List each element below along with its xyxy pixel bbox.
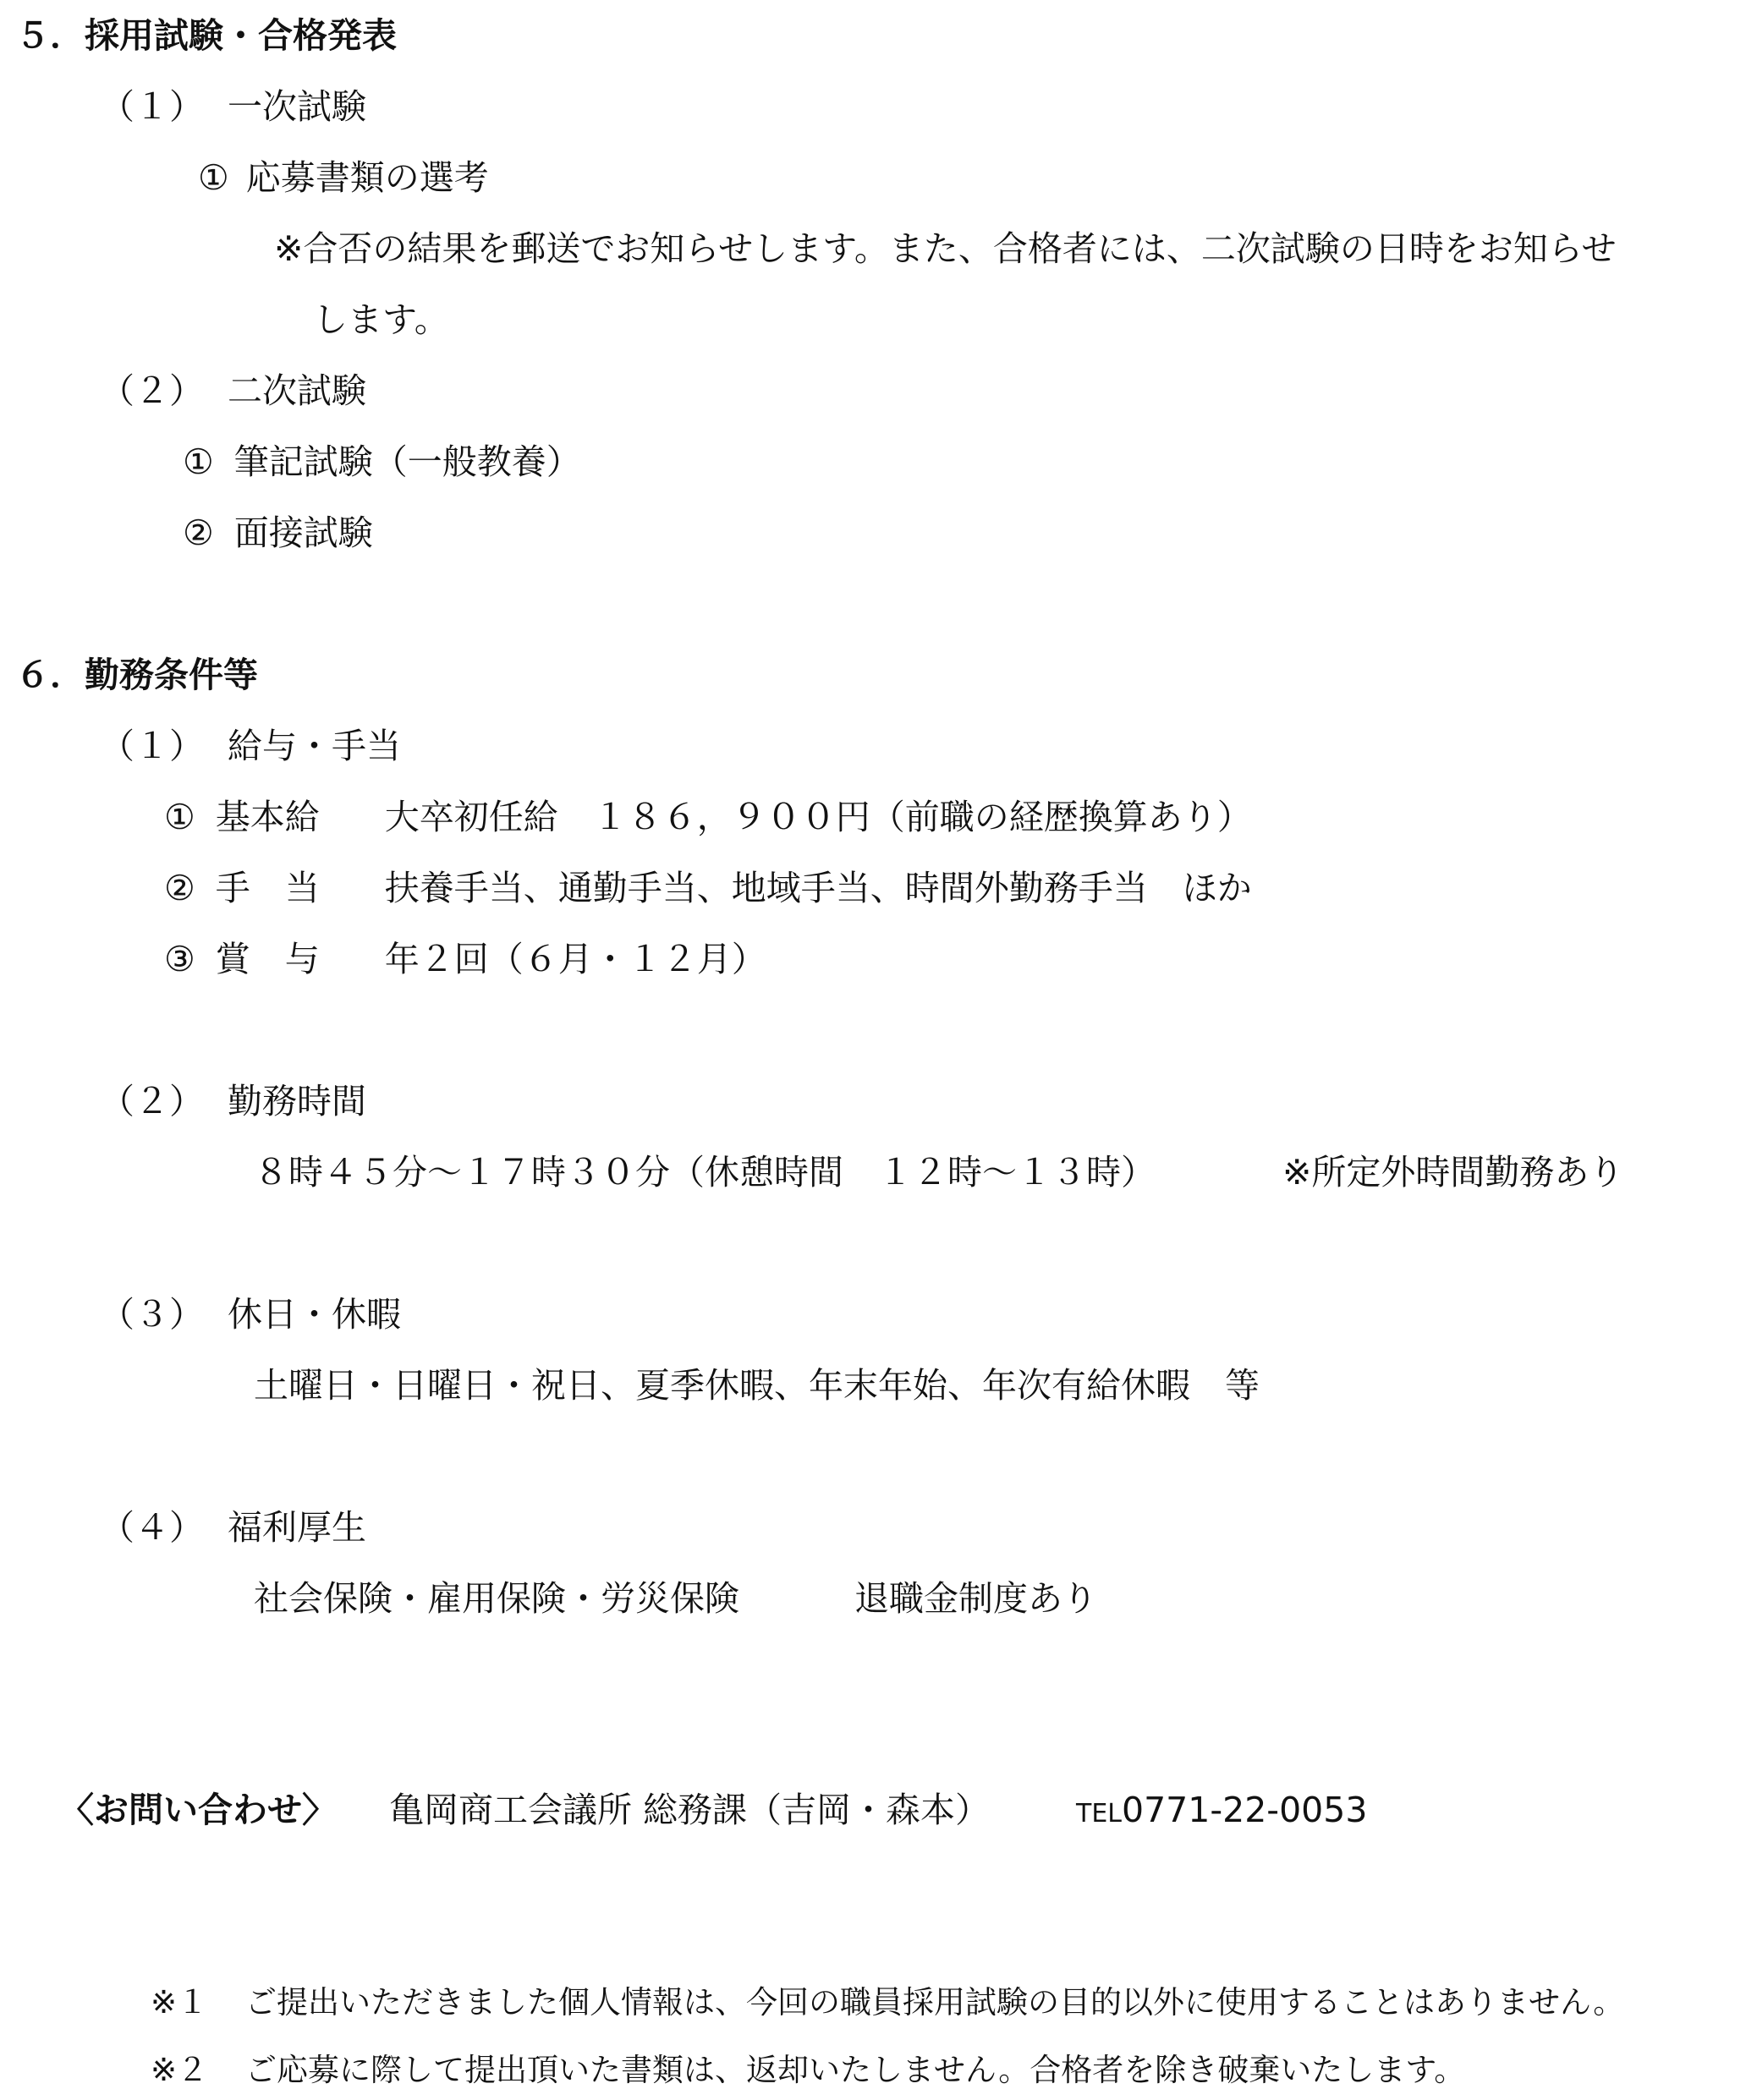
section5-note-line1: ※合否の結果を郵送でお知らせします。また、合格者には、二次試験の日時をお知らせ: [274, 228, 1617, 269]
footnote-2: [151, 2045, 1465, 2096]
section5-heading: ５．採用試験・合格発表: [15, 15, 397, 56]
item-title: 給与・手当: [228, 726, 401, 766]
item-title: 二次試験: [228, 370, 366, 411]
circled-number: ②: [183, 513, 214, 553]
salary-row-value: 年２回（６月・１２月）: [384, 939, 766, 979]
salary-row-value: 扶養手当、通勤手当、地域手当、時間外勤務手当 ほか: [384, 868, 1252, 908]
item-title: 一次試験: [228, 86, 366, 127]
section5-item2: [100, 365, 366, 416]
salary-row-base: [164, 792, 1252, 842]
circled-number: ①: [198, 157, 229, 198]
section6-item3: [100, 1289, 401, 1340]
item-label: （４）: [100, 1507, 204, 1548]
tel-prefix: TEL: [1076, 1799, 1122, 1829]
item-label: （３）: [100, 1294, 204, 1335]
section5-note-line2: します。: [313, 299, 449, 340]
salary-row-bonus: [164, 934, 766, 984]
footnote-mark: ※２: [151, 2052, 209, 2088]
section6-heading: ６．勤務条件等: [15, 655, 258, 695]
item-title: 休日・休暇: [228, 1294, 401, 1335]
salary-row-name: 手 当: [215, 868, 320, 908]
contact-org: 亀岡商工会議所 総務課（吉岡・森本）: [389, 1790, 991, 1830]
insurance-text: 社会保険・雇用保険・労災保険: [254, 1578, 739, 1619]
overtime-note: ※所定外時間勤務あり: [1282, 1152, 1624, 1193]
salary-row-value: 大卒初任給 １８６，９００円（前職の経歴換算あり）: [384, 797, 1252, 837]
contact-tel: [1076, 1785, 1367, 1835]
item-title: 勤務時間: [228, 1081, 366, 1121]
section6-item1: [100, 721, 401, 771]
section6-item4: [100, 1502, 366, 1553]
salary-row-name: 賞 与: [215, 939, 320, 979]
holidays-text: 土曜日・日曜日・祝日、夏季休暇、年末年始、年次有給休暇 等: [254, 1365, 1260, 1406]
item-label: （２）: [100, 1081, 204, 1121]
footnote-text: ご提出いただきました個人情報は、今回の職員採用試験の目的以外に使用することはありません。: [245, 1984, 1625, 2020]
circled-number: ①: [164, 797, 195, 837]
circled-number: ①: [183, 441, 214, 482]
salary-row-allowance: [164, 863, 1252, 913]
retirement-text: 退職金制度あり: [854, 1578, 1097, 1619]
tel-number: 0771-22-0053: [1122, 1790, 1368, 1830]
salary-row-name: 基本給: [215, 797, 320, 837]
footnote-text: ご応募に際して提出頂いた書類は、返却いたしません。合格者を除き破棄いたします。: [245, 2052, 1466, 2088]
footnote-1: [151, 1977, 1624, 2028]
item-title: 福利厚生: [228, 1507, 366, 1548]
section5-item1: [100, 81, 366, 132]
sub-item-text: 応募書類の選考: [245, 157, 489, 198]
circled-number: ②: [164, 868, 195, 908]
circled-number: ③: [164, 939, 195, 979]
working-hours: ８時４５分～１７時３０分（休憩時間 １２時～１３時）: [254, 1152, 1156, 1193]
contact-label: 〈お問い合わせ〉: [59, 1790, 337, 1830]
item-label: （１）: [100, 86, 204, 127]
section5-item1-sub1: [198, 152, 489, 203]
section5-item2-sub2: [183, 507, 373, 558]
sub-item-text: 筆記試験（一般教養）: [233, 441, 581, 482]
item-label: （１）: [100, 726, 204, 766]
section5-item2-sub1: [183, 436, 581, 487]
footnote-mark: ※１: [151, 1984, 209, 2020]
section6-item2: [100, 1076, 366, 1127]
item-label: （２）: [100, 370, 204, 411]
sub-item-text: 面接試験: [233, 513, 373, 553]
